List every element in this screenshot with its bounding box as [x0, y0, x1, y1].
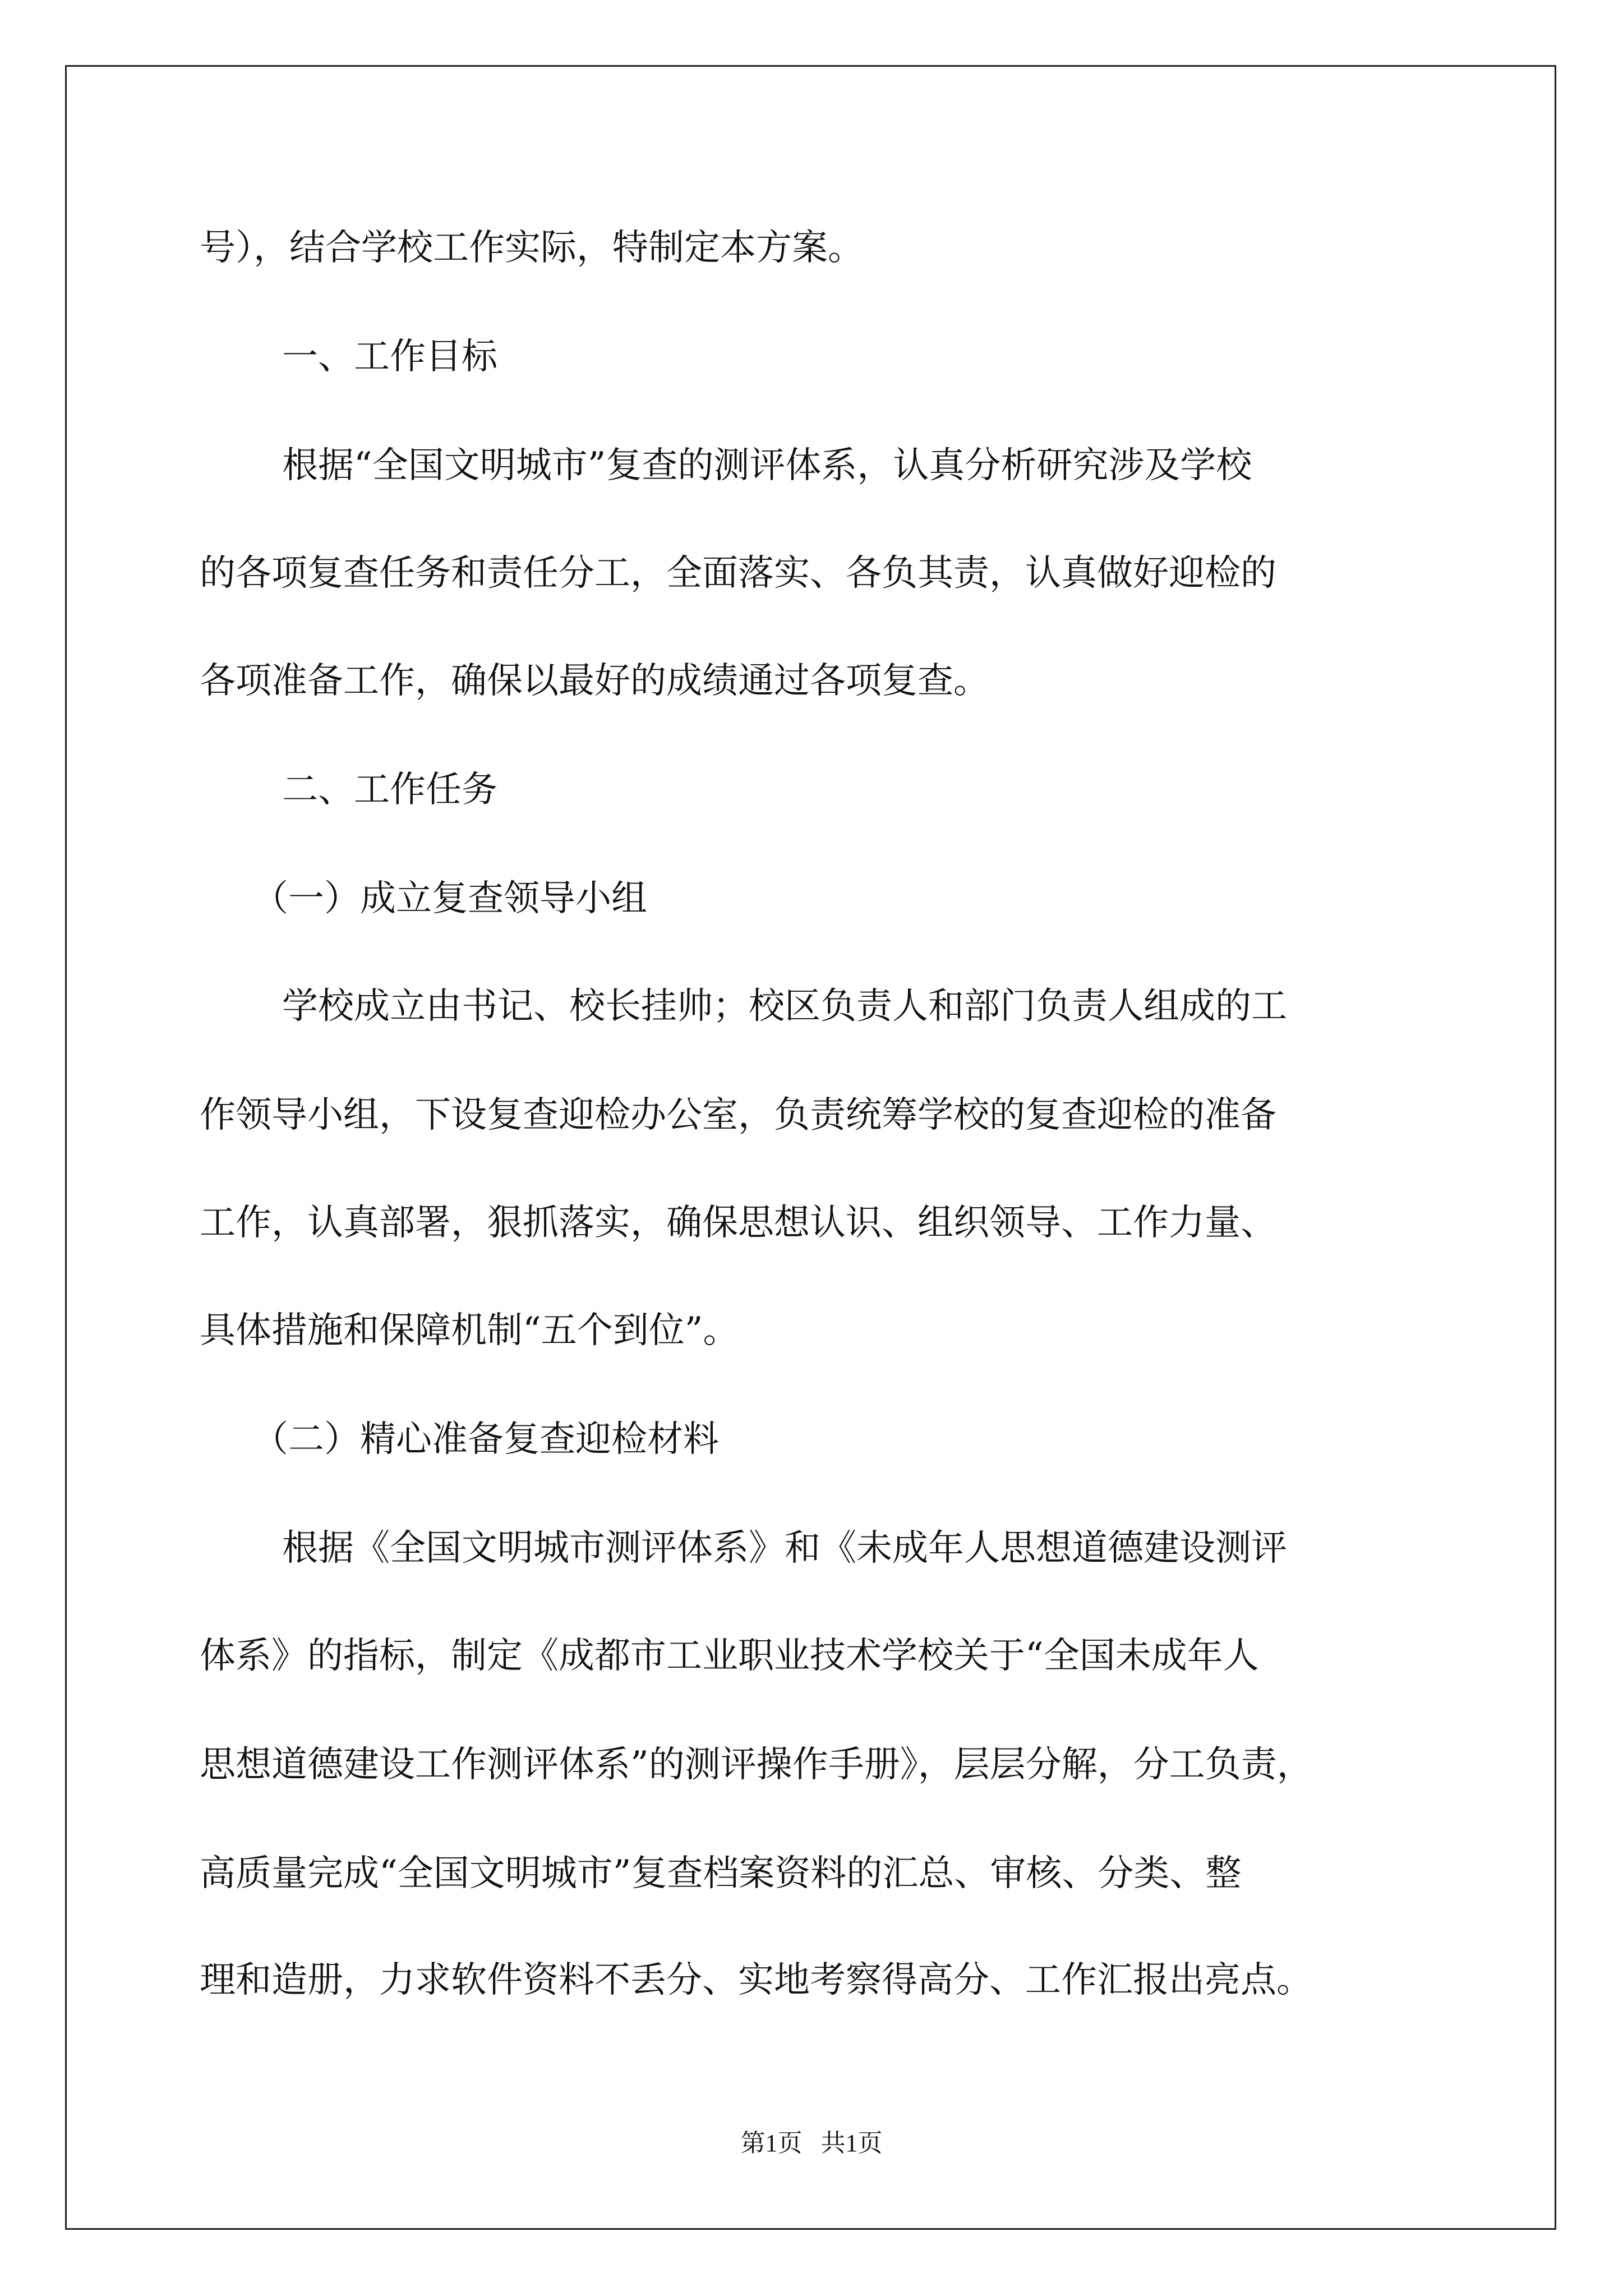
- page-footer: [0, 2128, 1623, 2159]
- paragraph-line: 作领导小组，下设复查迎检办公室，负责统筹学校的复查迎检的准备: [200, 1094, 1276, 1136]
- section-heading-tasks: 二、工作任务: [282, 769, 497, 811]
- paragraph-line: 高质量完成“全国文明城市”复查档案资料的汇总、审核、分类、整: [200, 1853, 1242, 1894]
- paragraph-line: 号），结合学校工作实际，特制定本方案。: [200, 227, 864, 269]
- page-border: [65, 65, 1556, 2230]
- paragraph-line: 工作，认真部署，狠抓落实，确保思想认识、组织领导、工作力量、: [200, 1202, 1276, 1244]
- paragraph-line: 根据《全国文明城市测评体系》和《未成年人思想道德建设测评: [282, 1527, 1287, 1569]
- paragraph-line: 各项准备工作，确保以最好的成绩通过各项复查。: [200, 660, 989, 702]
- paragraph-line: 具体措施和保障机制“五个到位”。: [200, 1310, 739, 1351]
- paragraph-line: 的各项复查任务和责任分工，全面落实、各负其责，认真做好迎检的: [200, 553, 1276, 594]
- paragraph-line: 理和造册，力求软件资料不丢分、实地考察得高分、工作汇报出亮点。: [200, 1959, 1312, 2001]
- subsection-heading-1: （一）成立复查领导小组: [252, 878, 647, 919]
- paragraph-line: 学校成立由书记、校长挂帅；校区负责人和部门负责人组成的工: [282, 986, 1287, 1027]
- subsection-heading-2: （二）精心准备复查迎检材料: [252, 1419, 719, 1460]
- page-number: 第1页 共1页: [740, 2129, 883, 2157]
- paragraph-line: 体系》的指标，制定《成都市工业职业技术学校关于“全国未成年人: [200, 1635, 1259, 1677]
- paragraph-line: 思想道德建设工作测评体系”的测评操作手册》，层层分解，分工负责，: [200, 1744, 1313, 1786]
- paragraph-line: 根据“全国文明城市”复查的测评体系，认真分析研究涉及学校: [282, 445, 1252, 486]
- section-heading-goals: 一、工作目标: [282, 336, 497, 378]
